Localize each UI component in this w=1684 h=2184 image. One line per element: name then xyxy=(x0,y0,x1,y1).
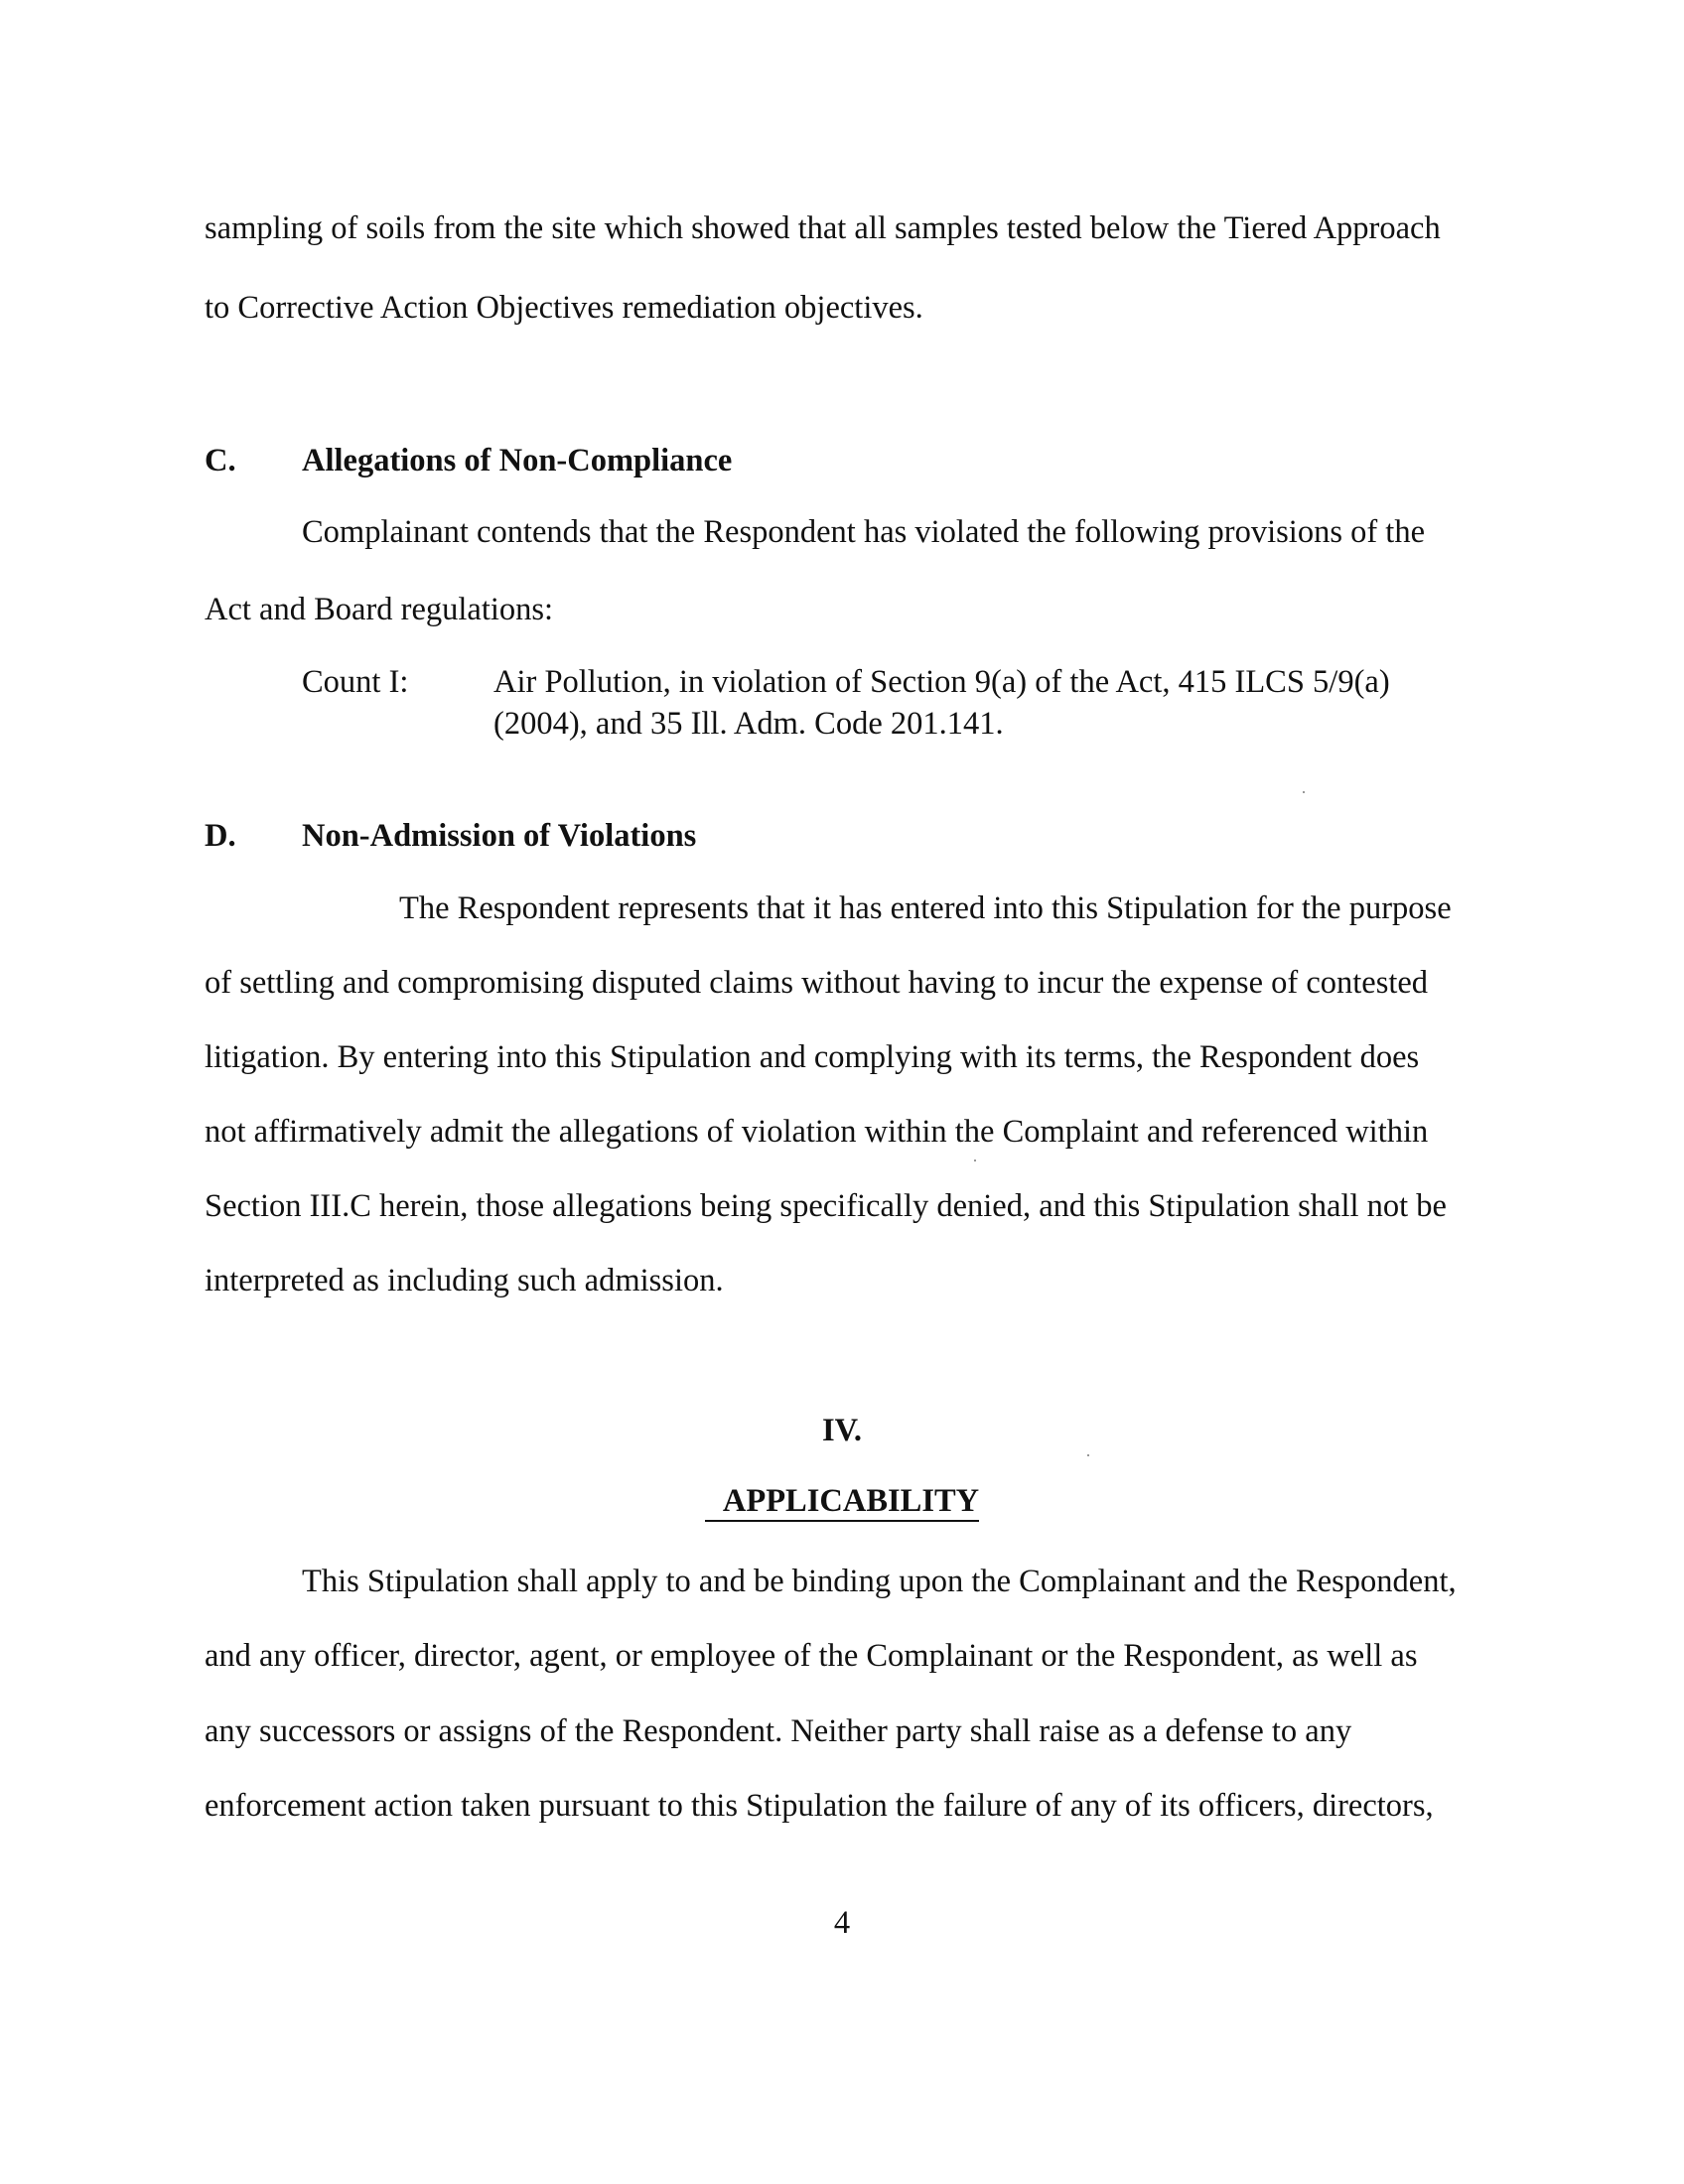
section-d-letter: D. xyxy=(205,818,236,854)
scan-speck xyxy=(974,1160,976,1161)
body-line: not affirmatively admit the allegations of violation within the Complaint and referenced within xyxy=(205,1114,1429,1150)
body-line: Act and Board regulations: xyxy=(205,592,554,627)
body-line: of settling and compromising disputed claims without having to incur the expense of contested xyxy=(205,965,1429,1001)
body-line: Section III.C herein, those allegations being specifically denied, and this Stipulation shall not be xyxy=(205,1188,1447,1224)
section-iv-heading: APPLICABILITY xyxy=(705,1485,979,1522)
section-c-letter: C. xyxy=(205,443,236,478)
body-line: sampling of soils from the site which showed that all samples tested below the Tiered Approach xyxy=(205,210,1441,246)
body-line: interpreted as including such admission. xyxy=(205,1263,724,1298)
section-iv-numeral: IV. xyxy=(821,1413,863,1448)
count-text-line: (2004), and 35 Ill. Adm. Code 201.141. xyxy=(493,706,1004,742)
body-line: The Respondent represents that it has entered into this Stipulation for the purpose xyxy=(399,890,1452,926)
body-line: enforcement action taken pursuant to this Stipulation the failure of any of its officers, directors, xyxy=(205,1788,1434,1824)
body-line: to Corrective Action Objectives remediation objectives. xyxy=(205,290,923,326)
body-line: and any officer, director, agent, or employee of the Complainant or the Respondent, as well as xyxy=(205,1638,1418,1674)
section-iv-heading-line xyxy=(0,1485,1684,1522)
body-line: any successors or assigns of the Respondent. Neither party shall raise as a defense to any xyxy=(205,1713,1352,1749)
section-c-heading: Allegations of Non-Compliance xyxy=(302,443,733,478)
scan-speck xyxy=(1303,791,1305,793)
scan-speck xyxy=(1087,1454,1089,1456)
body-line: litigation. By entering into this Stipulation and complying with its terms, the Respondent does xyxy=(205,1039,1420,1075)
page-number: 4 xyxy=(833,1905,851,1941)
count-label: Count I: xyxy=(302,664,409,700)
count-text-line: Air Pollution, in violation of Section 9(a) of the Act, 415 ILCS 5/9(a) xyxy=(493,664,1390,700)
body-line: Complainant contends that the Respondent has violated the following provisions of the xyxy=(302,514,1425,550)
body-line: This Stipulation shall apply to and be binding upon the Complainant and the Respondent, xyxy=(302,1564,1457,1599)
section-d-heading: Non-Admission of Violations xyxy=(302,818,697,854)
